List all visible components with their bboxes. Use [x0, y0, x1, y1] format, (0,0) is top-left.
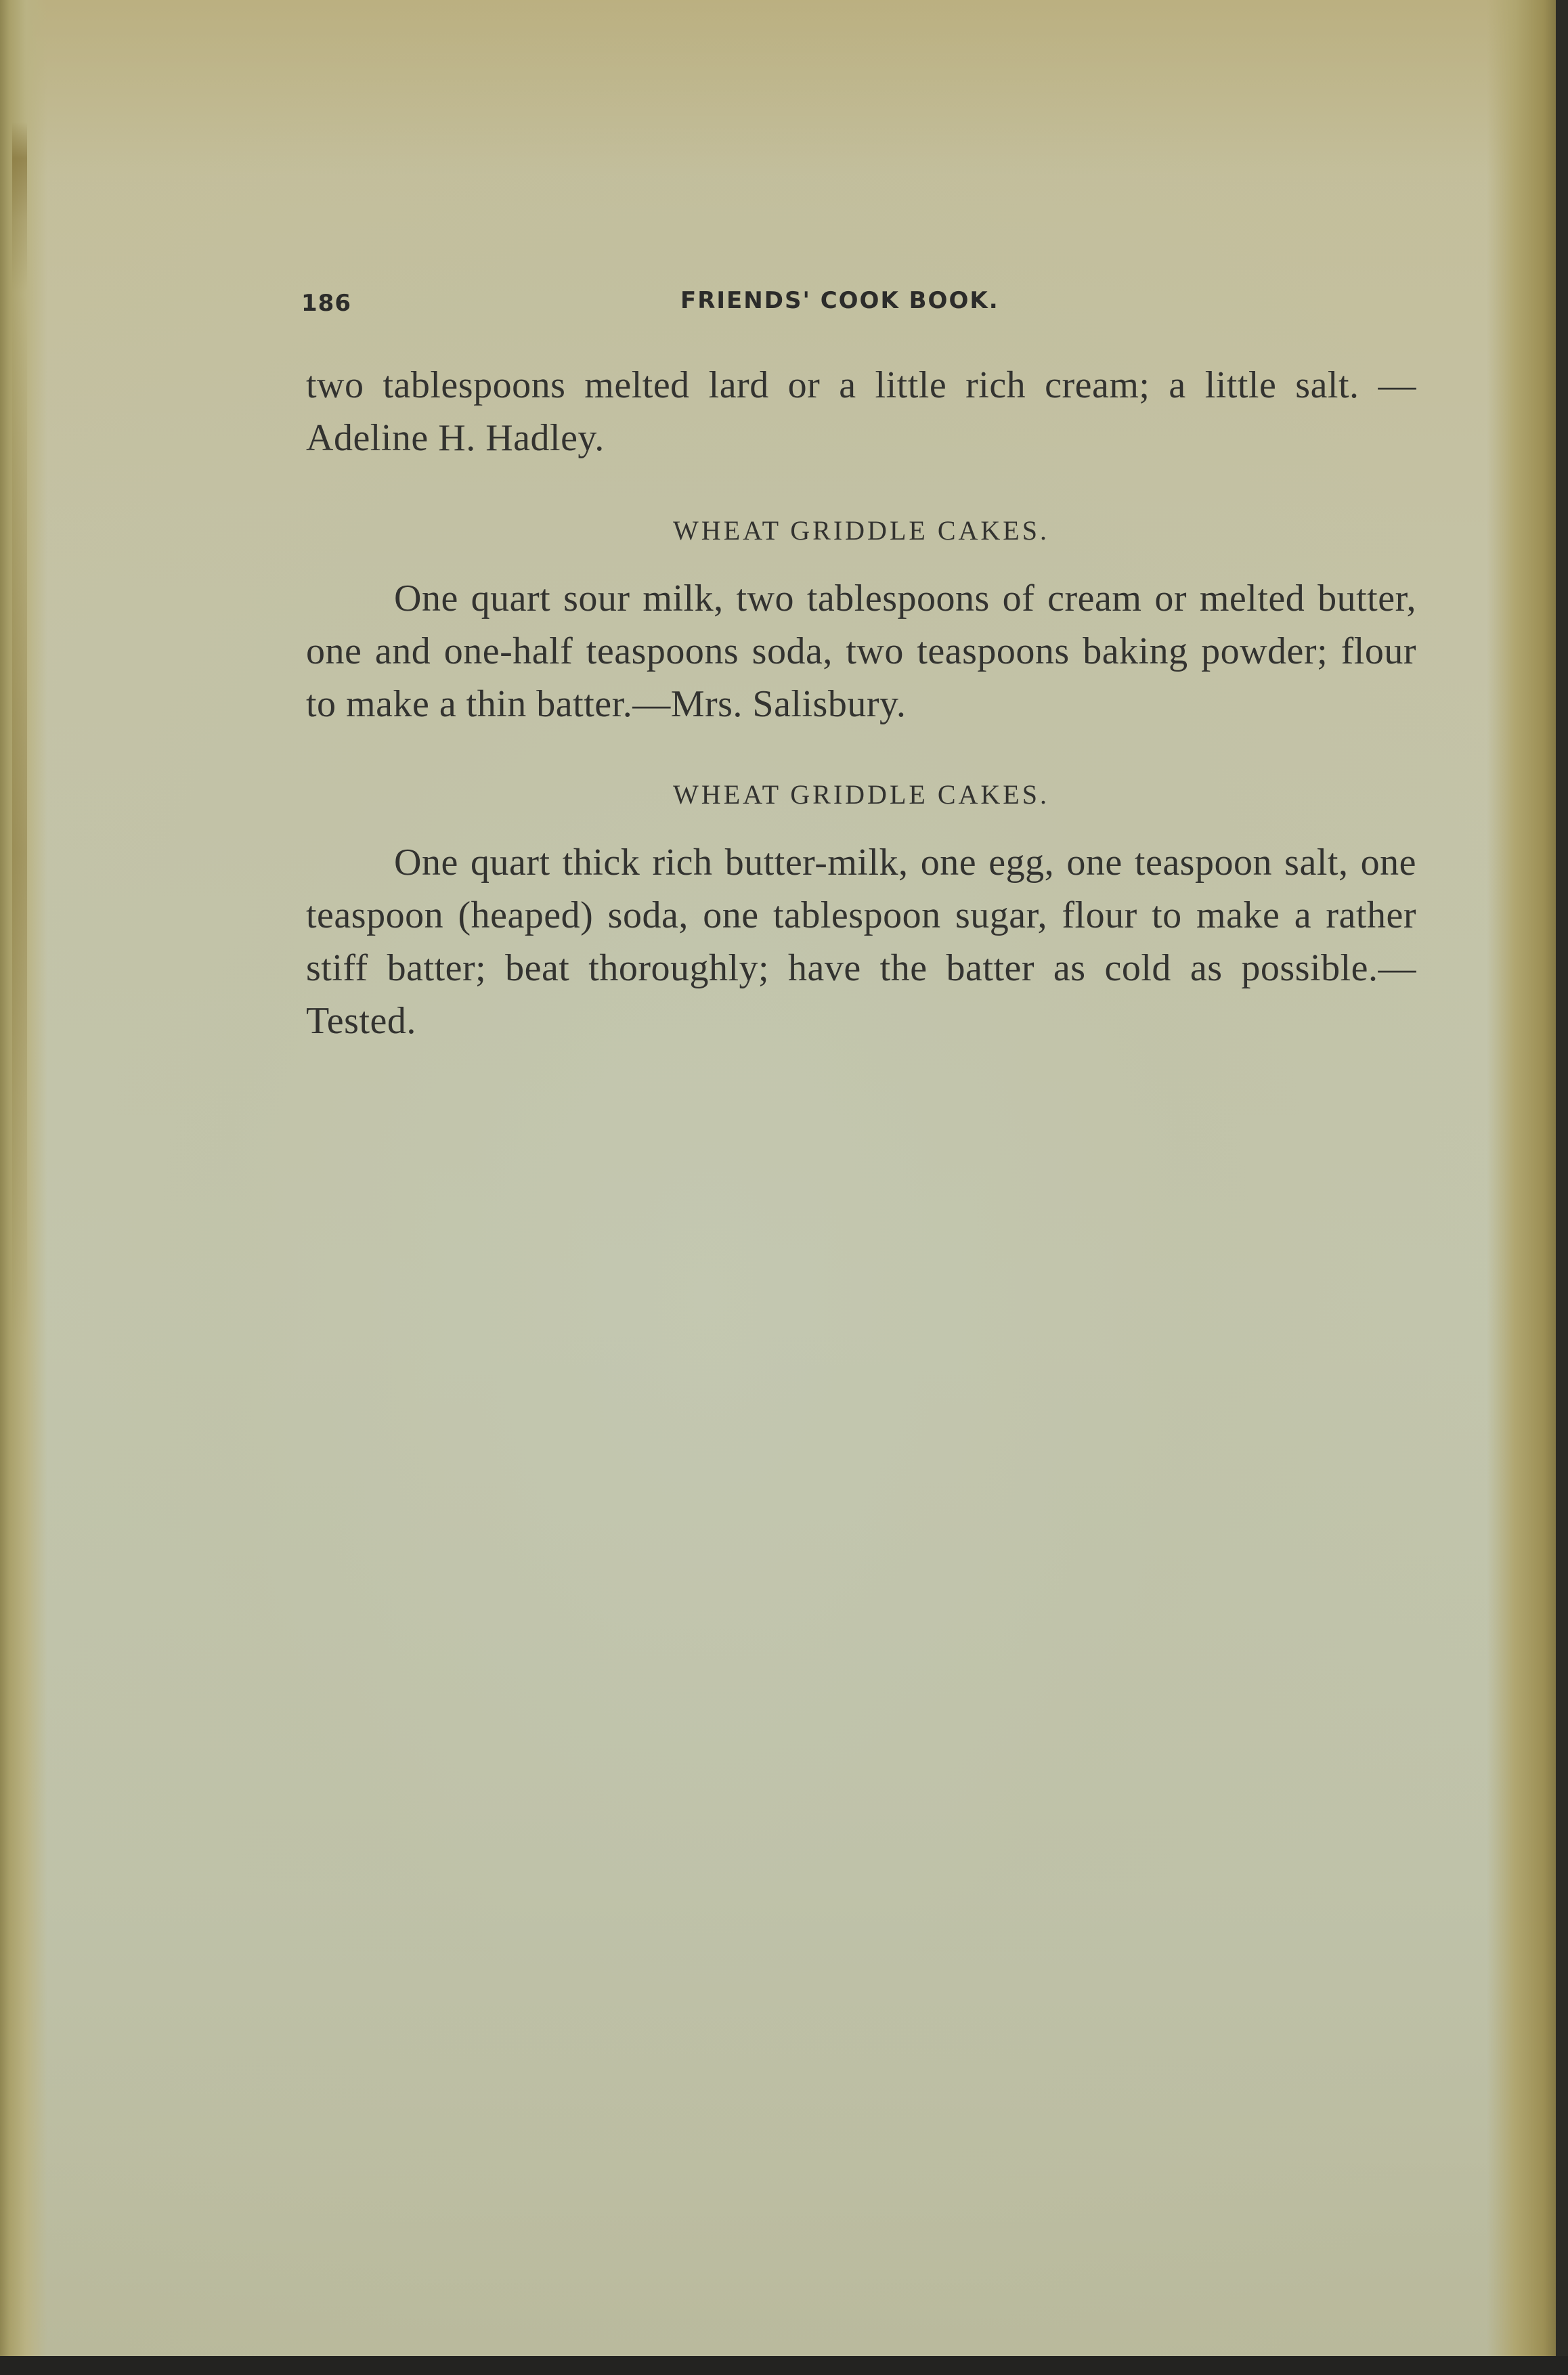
page-header: [301, 284, 1412, 325]
book-cover-edge: [1556, 0, 1568, 2356]
book-cover-bottom: [0, 2356, 1568, 2375]
recipe-title: WHEAT GRIDDLE CAKES.: [673, 779, 1049, 810]
recipe-body: One quart sour milk, two tablespoons of cream or melted butter, one and one-half teaspoons soda, two teaspoons baking powder; flour to make a thin batter.—Mrs. Salisbury.: [306, 578, 1416, 725]
recipe-title: WHEAT GRIDDLE CAKES.: [673, 515, 1049, 546]
binding-stain-left: [12, 122, 27, 1341]
recipe-body: One quart thick rich butter-milk, one egg, one teaspoon salt, one teaspoon (heaped) soda, one tablespoon sugar, flour to make a rather stiff batter; beat thoroughly; have the batter as cold as possible.—Tested.: [306, 842, 1416, 1042]
page-number: 186: [301, 290, 351, 317]
page-stain-top: [0, 0, 1568, 176]
continuation-paragraph: two tablespoons melted lard or a little rich cream; a little salt. —Adeline H. Hadley.: [306, 364, 1416, 459]
running-head: FRIENDS' COOK BOOK.: [680, 287, 999, 314]
